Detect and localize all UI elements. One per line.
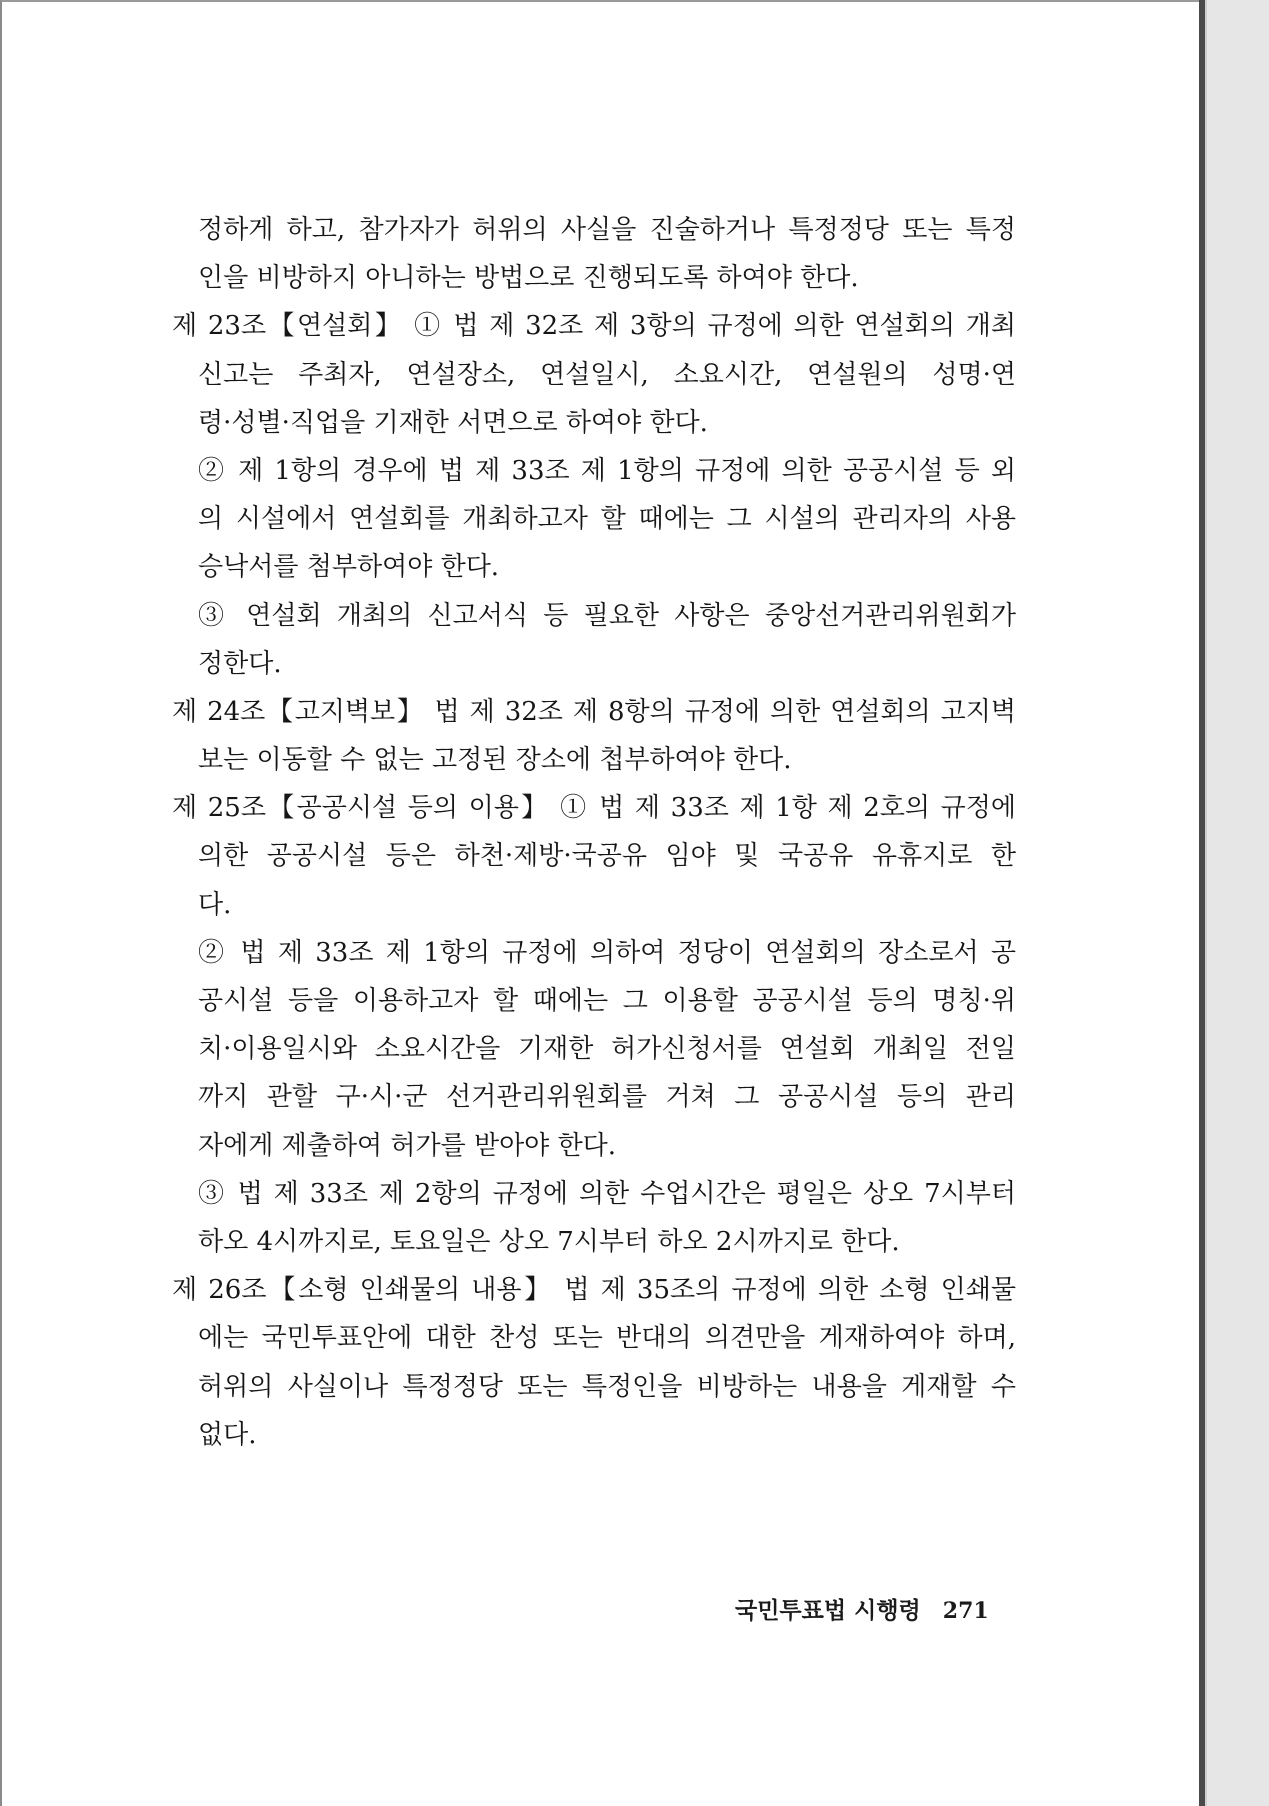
text-line: 까지 관할 구·시·군 선거관리위원회를 거쳐 그 공공시설 등의 관리 bbox=[198, 1082, 1016, 1113]
text-line: 정하게 하고, 참가자가 허위의 사실을 진술하거나 특정정당 또는 특정 bbox=[198, 215, 1016, 245]
page-number: 271 bbox=[942, 1598, 989, 1624]
text-line: 공시설 등을 이용하고자 할 때에는 그 이용할 공공시설 등의 명칭·위 bbox=[198, 986, 1016, 1016]
text-line: 승낙서를 첨부하여야 한다. bbox=[198, 552, 500, 583]
paragraph-first-line: ③ 법 제 33조 제 2항의 규정에 의한 수업시간은 평일은 상오 7시부터 bbox=[198, 1178, 1016, 1209]
paragraph-first-line: ② 제 1항의 경우에 법 제 33조 제 1항의 규정에 의한 공공시설 등 외 bbox=[198, 455, 1016, 486]
paragraph-first-line: ② 법 제 33조 제 1항의 규정에 의하여 정당이 연설회의 장소로서 공 bbox=[198, 937, 1016, 968]
text-line: 치·이용일시와 소요시간을 기재한 허가신청서를 연설회 개최일 전일 bbox=[198, 1034, 1016, 1065]
body-text bbox=[172, 206, 1016, 1459]
scan-margin bbox=[1205, 0, 1269, 1806]
text-line: 자에게 제출하여 허가를 받아야 한다. bbox=[198, 1130, 617, 1161]
text-line: 령·성별·직업을 기재한 서면으로 하여야 한다. bbox=[198, 407, 708, 438]
text-line: 에는 국민투표안에 대한 찬성 또는 반대의 의견만을 게재하여야 하며, bbox=[198, 1323, 1016, 1354]
article-26-first-line: 제 26조【소형 인쇄물의 내용】 법 제 35조의 규정에 의한 소형 인쇄물 bbox=[172, 1275, 1016, 1306]
article-25-first-line: 제 25조【공공시설 등의 이용】 ① 법 제 33조 제 1항 제 2호의 규정에 bbox=[172, 793, 1016, 824]
text-line: 정한다. bbox=[198, 648, 282, 679]
text-line: 신고는 주최자, 연설장소, 연설일시, 소요시간, 연설원의 성명·연 bbox=[198, 359, 1016, 390]
text-line: 허위의 사실이나 특정정당 또는 특정인을 비방하는 내용을 게재할 수 bbox=[198, 1371, 1016, 1402]
paragraph-first-line: ③ 연설회 개최의 신고서식 등 필요한 사항은 중앙선거관리위원회가 bbox=[198, 600, 1016, 631]
running-footer bbox=[735, 1594, 989, 1628]
text-line: 인을 비방하지 아니하는 방법으로 진행되도록 하여야 한다. bbox=[198, 263, 859, 294]
text-line: 보는 이동할 수 없는 고정된 장소에 첩부하여야 한다. bbox=[198, 745, 792, 776]
text-line: 의 시설에서 연설회를 개최하고자 할 때에는 그 시설의 관리자의 사용 bbox=[198, 504, 1016, 535]
running-title: 국민투표법 시행령 bbox=[735, 1597, 921, 1624]
text-line: 없다. bbox=[198, 1419, 257, 1450]
text-line: 의한 공공시설 등은 하천·제방·국공유 임야 및 국공유 유휴지로 한 bbox=[198, 841, 1016, 872]
text-line: 다. bbox=[198, 889, 232, 920]
text-line: 하오 4시까지로, 토요일은 상오 7시부터 하오 2시까지로 한다. bbox=[198, 1226, 900, 1257]
article-23-first-line: 제 23조【연설회】 ① 법 제 32조 제 3항의 규정에 의한 연설회의 개최 bbox=[172, 311, 1016, 342]
article-24-first-line: 제 24조【고지벽보】 법 제 32조 제 8항의 규정에 의한 연설회의 고지벽 bbox=[172, 696, 1016, 727]
